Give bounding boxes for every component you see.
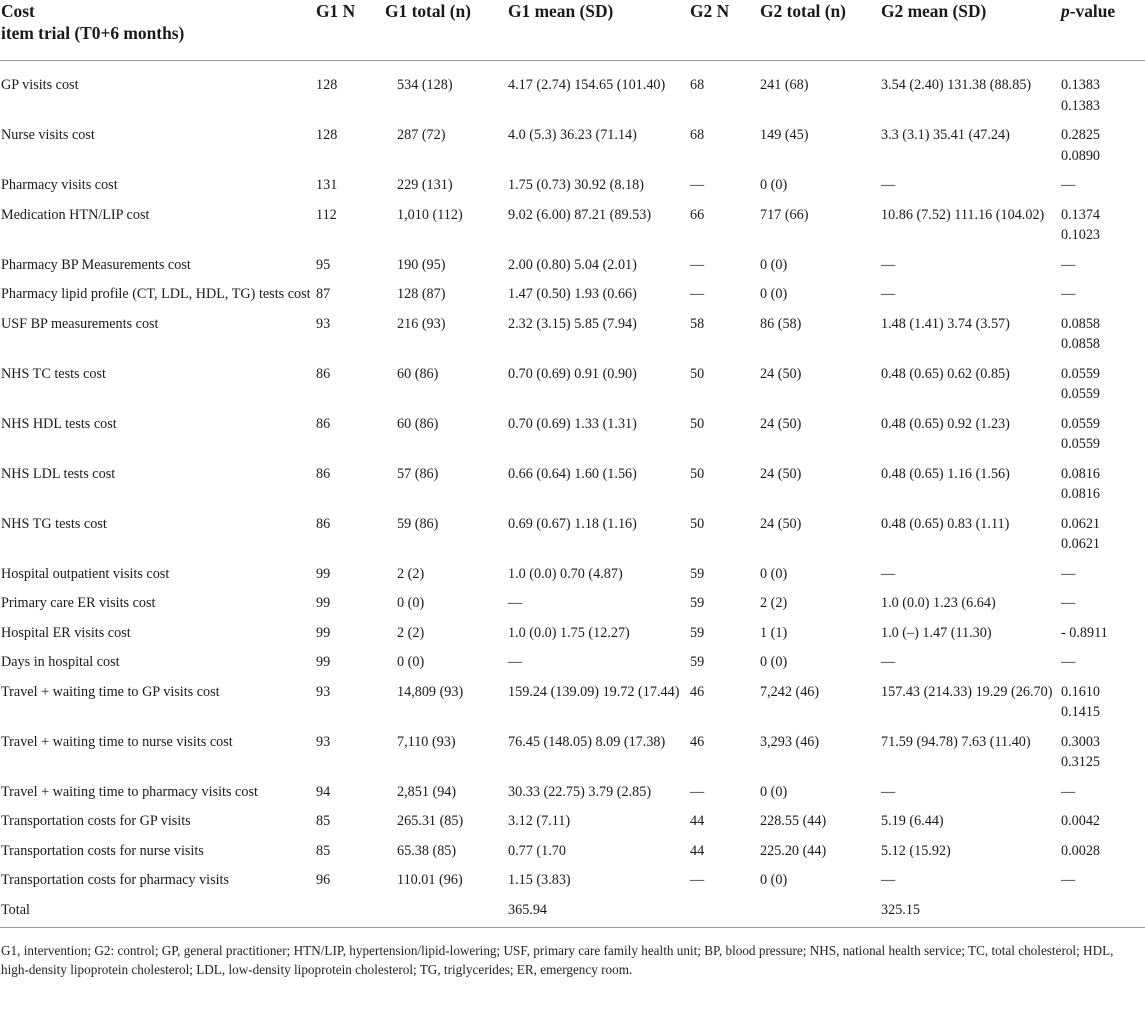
cell-g1-mean: 0.69 (0.67) 1.18 (1.16): [508, 515, 637, 532]
table-row: [0, 782, 1145, 812]
cell-g1-n: 85: [316, 813, 331, 829]
table-row: [0, 75, 1145, 125]
cell-g1-total: 2,851 (94): [397, 783, 457, 800]
cell-p-value: —: [1061, 783, 1076, 800]
spacer-cell: [0, 61, 1145, 76]
cell-g1-n: 94: [316, 783, 331, 800]
table-header: [0, 0, 1145, 61]
cell-p-value: 0.0621 0.0621: [1061, 515, 1101, 552]
cell-g2-mean: 0.48 (0.65) 0.92 (1.23): [881, 415, 1010, 432]
cell-g2-n: —: [690, 256, 705, 273]
cell-g1-n: 86: [316, 465, 331, 482]
cell-g1-mean: —: [508, 654, 523, 670]
cell-g2-mean: 3.3 (3.1) 35.41 (47.24): [881, 127, 1010, 143]
cell-g2-n: —: [690, 177, 705, 193]
cell-cost-item: NHS TC tests cost: [1, 365, 106, 382]
cell-g1-n: 95: [316, 256, 331, 273]
cell-g1-total: 190 (95): [397, 256, 446, 273]
cell-g1-mean: 365.94: [508, 900, 690, 928]
cell-g2-mean: 10.86 (7.52) 111.16 (104.02): [881, 206, 1045, 223]
cell-g1-mean: 0.70 (0.69) 0.91 (0.90): [508, 365, 637, 382]
cell-g1-n: 86: [316, 515, 331, 532]
cell-g2-mean: —: [881, 256, 896, 273]
cell-g1-total: 59 (86): [397, 515, 439, 532]
cell-g2-n: 58: [690, 315, 705, 332]
table-row: [0, 175, 1145, 205]
cell-cost-item: NHS TG tests cost: [1, 515, 107, 532]
cell-cost-item: Total: [0, 900, 316, 928]
cell-g1-n: 85: [316, 842, 331, 859]
table-row: [0, 682, 1145, 732]
cell-g2-n: 44: [690, 842, 705, 859]
cell-g1-n: [316, 900, 385, 928]
cell-g2-mean: 325.15: [881, 900, 1061, 928]
cell-g2-total: 2 (2): [760, 595, 788, 611]
cell-g2-mean: —: [881, 783, 896, 800]
cell-cost-item: Pharmacy BP Measurements cost: [1, 256, 191, 273]
cell-g1-n: 99: [316, 565, 331, 582]
cell-g2-total: 0 (0): [760, 177, 788, 193]
table-row: [0, 811, 1145, 841]
cell-g2-mean: 3.54 (2.40) 131.38 (88.85): [881, 77, 1032, 93]
cell-p-value: 0.3003 0.3125: [1061, 733, 1101, 770]
cell-p-value: - 0.8911: [1061, 624, 1108, 641]
header-cost-item: [0, 0, 316, 61]
cell-g1-n: 131: [316, 177, 338, 193]
cell-g1-mean: 4.17 (2.74) 154.65 (101.40): [508, 77, 666, 93]
cell-g2-mean: 0.48 (0.65) 0.62 (0.85): [881, 365, 1010, 382]
cell-g1-mean: 9.02 (6.00) 87.21 (89.53): [508, 206, 652, 223]
cell-g1-total: 57 (86): [397, 465, 439, 482]
cell-g1-mean: 2.32 (3.15) 5.85 (7.94): [508, 315, 637, 332]
cell-g2-mean: 0.48 (0.65) 1.16 (1.56): [881, 465, 1010, 482]
cell-g1-mean: 0.70 (0.69) 1.33 (1.31): [508, 415, 637, 432]
header-row: [0, 0, 1145, 61]
cell-g2-n: —: [690, 872, 705, 888]
cell-g1-total: 7,110 (93): [397, 733, 456, 750]
table-row: [0, 364, 1145, 414]
cell-g1-n: 99: [316, 654, 331, 670]
cell-g2-mean: 157.43 (214.33) 19.29 (26.70): [881, 683, 1053, 700]
cell-g2-mean: 1.48 (1.41) 3.74 (3.57): [881, 315, 1010, 332]
cell-cost-item: USF BP measurements cost: [1, 315, 159, 332]
cell-g2-n: 50: [690, 465, 705, 482]
cell-g1-total: 14,809 (93): [397, 683, 464, 700]
cell-p-value: 0.0042: [1061, 813, 1101, 829]
cell-g2-total: [760, 900, 881, 928]
cell-p-value: —: [1061, 565, 1076, 582]
cell-cost-item: Pharmacy lipid profile (CT, LDL, HDL, TG) tests cost: [1, 286, 311, 302]
cell-g1-mean: 1.0 (0.0) 0.70 (4.87): [508, 565, 623, 582]
cell-cost-item: Primary care ER visits cost: [1, 595, 156, 611]
cell-p-value: 0.0559 0.0559: [1061, 365, 1101, 402]
cell-g2-n: 46: [690, 733, 705, 750]
cell-g2-total: 24 (50): [760, 515, 802, 532]
cell-p-value: 0.1374 0.1023: [1061, 206, 1101, 243]
header-cost-item-line2: item trial (T0+6 months): [1, 23, 185, 43]
table-body: [0, 61, 1145, 928]
cell-g1-total: 128 (87): [397, 286, 446, 302]
cell-g2-n: 68: [690, 127, 705, 143]
cell-g1-mean: 159.24 (139.09) 19.72 (17.44): [508, 683, 680, 700]
cell-p-value: 0.2825 0.0890: [1061, 127, 1101, 164]
cell-g1-total: 60 (86): [397, 415, 439, 432]
table-row: [0, 732, 1145, 782]
cell-p-value: —: [1061, 286, 1076, 302]
cell-g1-total: 2 (2): [397, 624, 425, 641]
cell-p-value: 0.0816 0.0816: [1061, 465, 1101, 502]
cell-g2-mean: —: [881, 177, 896, 193]
cell-g1-n: 86: [316, 365, 331, 382]
cell-cost-item: NHS HDL tests cost: [1, 415, 117, 432]
cell-cost-item: Travel + waiting time to nurse visits cost: [1, 733, 233, 750]
cell-g1-total: 0 (0): [397, 654, 425, 670]
cell-g2-total: 1 (1): [760, 624, 788, 641]
cell-g2-n: 50: [690, 415, 705, 432]
table-row: [0, 284, 1145, 314]
cell-cost-item: Hospital ER visits cost: [1, 624, 131, 641]
cell-g2-n: —: [690, 286, 705, 302]
table-row: [0, 314, 1145, 364]
cell-g1-total: 65.38 (85): [397, 842, 457, 859]
cell-g1-mean: 4.0 (5.3) 36.23 (71.14): [508, 127, 637, 143]
table-row: [0, 564, 1145, 594]
header-g1-mean: G1 mean (SD): [508, 0, 690, 61]
cell-g1-total: 60 (86): [397, 365, 439, 382]
cell-g1-total: 0 (0): [397, 595, 425, 611]
cell-g1-total: 216 (93): [397, 315, 446, 332]
cell-g2-n: 50: [690, 515, 705, 532]
cell-g2-total: 228.55 (44): [760, 813, 827, 829]
header-cost-item-line1: Cost: [1, 1, 35, 21]
cell-g2-mean: 5.19 (6.44): [881, 813, 944, 829]
cell-g2-total: 0 (0): [760, 565, 788, 582]
cell-g2-mean: 0.48 (0.65) 0.83 (1.11): [881, 515, 1010, 532]
header-p-rest: -value: [1069, 1, 1116, 21]
cell-p-value: 0.0559 0.0559: [1061, 415, 1101, 452]
cell-cost-item: GP visits cost: [1, 77, 79, 93]
cell-g2-mean: 71.59 (94.78) 7.63 (11.40): [881, 733, 1031, 750]
cell-g1-n: 96: [316, 872, 331, 888]
cell-g1-total: 1,010 (112): [397, 206, 463, 223]
cell-g2-mean: 5.12 (15.92): [881, 842, 951, 859]
cell-g2-mean: —: [881, 872, 896, 888]
cell-g1-mean: 3.12 (7.11): [508, 813, 571, 829]
cell-cost-item: Travel + waiting time to GP visits cost: [1, 683, 220, 700]
header-p-italic: p: [1061, 1, 1070, 21]
cell-g2-total: 241 (68): [760, 77, 809, 93]
cell-p-value: 0.0858 0.0858: [1061, 315, 1101, 352]
cell-g1-total: 265.31 (85): [397, 813, 464, 829]
cell-g2-n: 66: [690, 206, 705, 223]
cell-g2-n: 44: [690, 813, 705, 829]
cell-g1-n: 112: [316, 206, 337, 223]
cell-g2-total: 717 (66): [760, 206, 809, 223]
header-g1-n: G1 N: [316, 0, 385, 61]
cell-cost-item: NHS LDL tests cost: [1, 465, 116, 482]
cell-g2-n: [690, 900, 760, 928]
cell-cost-item: Days in hospital cost: [1, 654, 120, 670]
cell-g1-n: 93: [316, 733, 331, 750]
cell-g1-mean: 1.0 (0.0) 1.75 (12.27): [508, 624, 630, 641]
header-g1-total: G1 total (n): [385, 0, 508, 61]
cell-g1-n: 128: [316, 127, 338, 143]
cell-p-value: 0.1383 0.1383: [1061, 77, 1101, 114]
cell-g1-n: 86: [316, 415, 331, 432]
cell-p-value: 0.0028: [1061, 842, 1101, 859]
table-row: [0, 623, 1145, 653]
cell-g2-total: 7,242 (46): [760, 683, 820, 700]
cell-g1-total: 287 (72): [397, 127, 446, 143]
table-row: [0, 900, 1145, 928]
cell-g1-total: 534 (128): [397, 77, 453, 93]
cell-g2-total: 0 (0): [760, 872, 788, 888]
cell-cost-item: Transportation costs for GP visits: [1, 813, 191, 829]
cell-p-value: —: [1061, 595, 1076, 611]
cell-g2-mean: —: [881, 654, 896, 670]
table-row: [0, 514, 1145, 564]
cell-cost-item: Pharmacy visits cost: [1, 177, 118, 193]
cell-g1-mean: 76.45 (148.05) 8.09 (17.38): [508, 733, 666, 750]
cell-cost-item: Transportation costs for nurse visits: [1, 842, 204, 859]
cell-g2-n: 68: [690, 77, 705, 93]
cell-g2-n: 59: [690, 624, 705, 641]
cell-p-value: —: [1061, 872, 1076, 888]
cell-g2-total: 24 (50): [760, 365, 802, 382]
spacer-row: [0, 61, 1145, 76]
cell-g1-n: 99: [316, 595, 331, 611]
cell-g1-mean: 2.00 (0.80) 5.04 (2.01): [508, 256, 637, 273]
cell-g2-total: 0 (0): [760, 286, 788, 302]
cell-g1-n: 87: [316, 286, 331, 302]
cell-g2-n: —: [690, 783, 705, 800]
cell-g1-mean: 1.47 (0.50) 1.93 (0.66): [508, 286, 637, 302]
table-row: [0, 870, 1145, 900]
cell-g1-total: [385, 900, 508, 928]
cell-p-value: [1061, 900, 1145, 928]
cell-g1-mean: 1.15 (3.83): [508, 872, 571, 888]
cell-g2-n: 46: [690, 683, 705, 700]
cell-cost-item: Nurse visits cost: [1, 127, 95, 143]
cell-g1-mean: 30.33 (22.75) 3.79 (2.85): [508, 783, 652, 800]
cell-p-value: —: [1061, 256, 1076, 273]
cell-g1-n: 93: [316, 315, 331, 332]
cell-g2-mean: —: [881, 286, 896, 302]
table-row: [0, 841, 1145, 871]
cell-g2-total: 0 (0): [760, 654, 788, 670]
cell-g2-mean: 1.0 (0.0) 1.23 (6.64): [881, 595, 996, 611]
table-footnote: G1, intervention; G2: control; GP, general practitioner; HTN/LIP, hypertension/lipid-lowering; USF, primary care family health unit; BP, blood pressure; NHS, national health service; TC, total cholesterol; HDL, high-density lipoprotein cholesterol; LDL, low-density lipoprotein cholesterol; TG, triglycerides; ER, emergency room.: [1, 943, 1114, 977]
table-row: [0, 464, 1145, 514]
cell-g2-total: 24 (50): [760, 465, 802, 482]
cell-g2-mean: —: [881, 565, 896, 582]
table-row: [0, 414, 1145, 464]
header-g2-total: G2 total (n): [760, 0, 881, 61]
cell-g2-total: 86 (58): [760, 315, 802, 332]
cell-g2-n: 59: [690, 654, 705, 670]
cell-g2-total: 0 (0): [760, 783, 788, 800]
cell-cost-item: Medication HTN/LIP cost: [1, 206, 150, 223]
table-row: [0, 125, 1145, 175]
cell-g1-mean: —: [508, 595, 523, 611]
table-row: [0, 652, 1145, 682]
table-row: [0, 205, 1145, 255]
cell-g1-mean: 0.66 (0.64) 1.60 (1.56): [508, 465, 637, 482]
cell-g2-n: 50: [690, 365, 705, 382]
cell-cost-item: Hospital outpatient visits cost: [1, 565, 170, 582]
table-row: [0, 593, 1145, 623]
cell-g2-total: 149 (45): [760, 127, 809, 143]
header-g2-n: G2 N: [690, 0, 760, 61]
cell-p-value: —: [1061, 654, 1076, 670]
cell-g1-total: 110.01 (96): [397, 872, 463, 888]
cell-p-value: 0.1610 0.1415: [1061, 683, 1101, 720]
cell-g1-n: 99: [316, 624, 331, 641]
cell-g2-total: 3,293 (46): [760, 733, 820, 750]
cell-p-value: —: [1061, 177, 1076, 193]
cell-g1-mean: 1.75 (0.73) 30.92 (8.18): [508, 177, 644, 193]
cell-g1-n: 128: [316, 77, 338, 93]
table-row: [0, 255, 1145, 285]
cell-g1-total: 229 (131): [397, 177, 453, 193]
cell-cost-item: Travel + waiting time to pharmacy visits cost: [1, 783, 258, 800]
cell-g2-total: 225.20 (44): [760, 842, 827, 859]
cell-cost-item: Transportation costs for pharmacy visits: [1, 872, 230, 888]
cell-g1-mean: 0.77 (1.70: [508, 842, 566, 859]
cell-g2-total: 24 (50): [760, 415, 802, 432]
cell-g2-n: 59: [690, 565, 705, 582]
cell-g2-mean: 1.0 (–) 1.47 (11.30): [881, 624, 992, 641]
cell-g2-total: 0 (0): [760, 256, 788, 273]
cell-g1-total: 2 (2): [397, 565, 425, 582]
header-p-value: [1061, 0, 1145, 61]
cell-g2-n: 59: [690, 595, 705, 611]
cell-g1-n: 93: [316, 683, 331, 700]
header-g2-mean: G2 mean (SD): [881, 0, 1061, 61]
